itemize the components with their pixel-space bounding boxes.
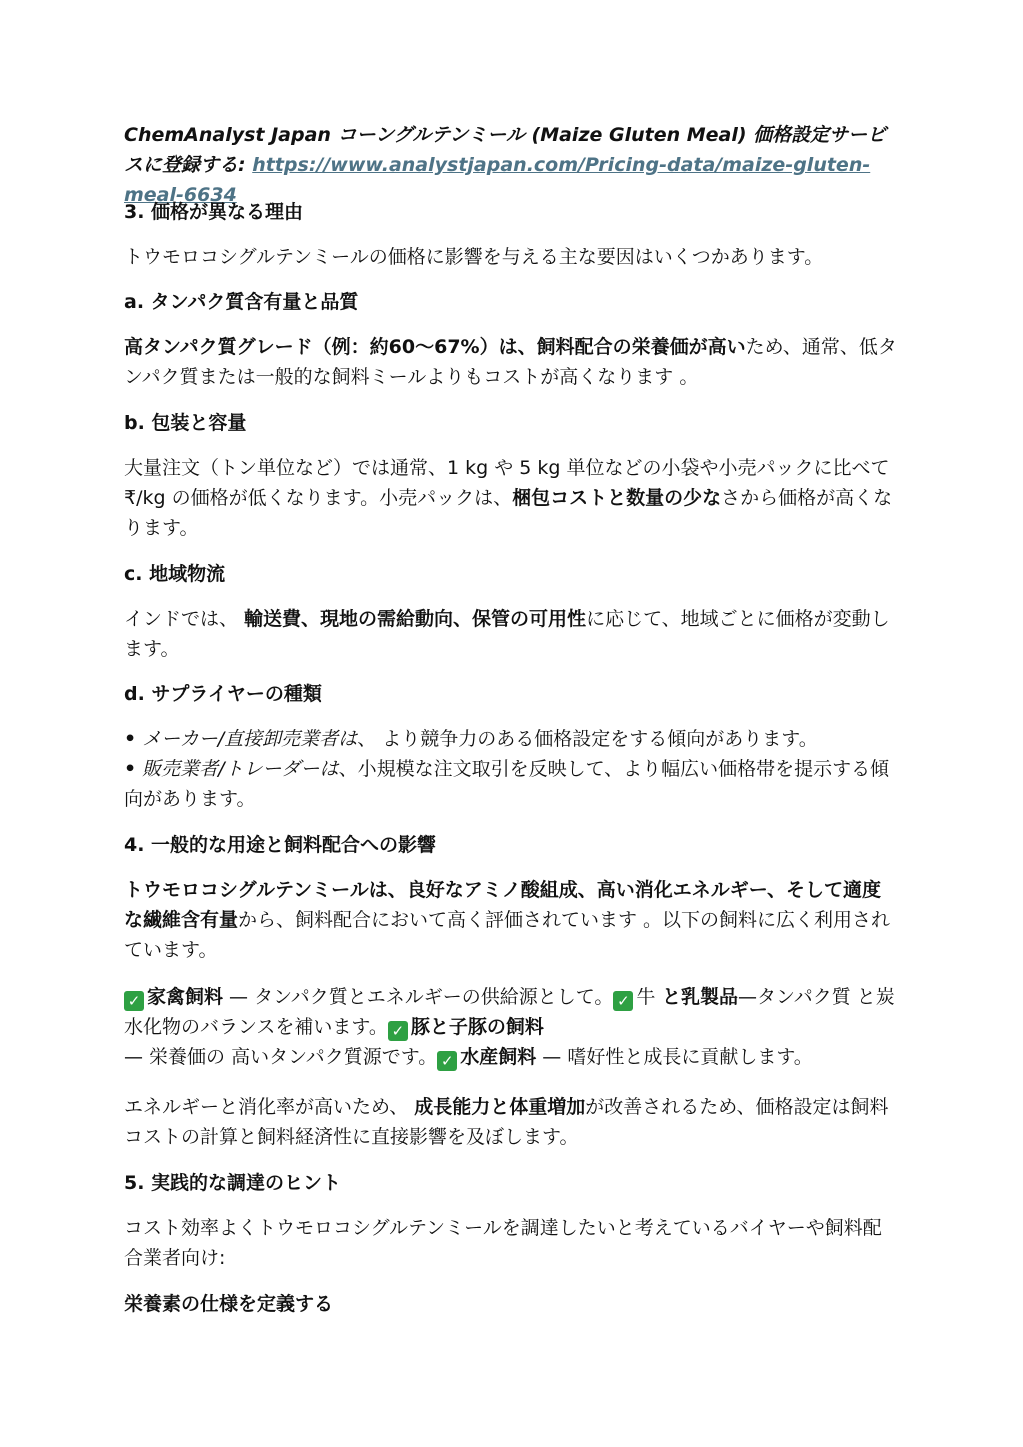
section-d-heading: d. サプライヤーの種類	[124, 683, 322, 705]
list-item	[124, 754, 899, 814]
bullet-icon: •	[124, 758, 137, 780]
section-d-list	[124, 724, 899, 814]
pricing-link[interactable]: https://www.analystjapan.com/Pricing-data/maize-gluten-meal-6634	[124, 154, 871, 206]
section-5-heading: 5. 実践的な調達のヒント	[124, 1172, 342, 1194]
section-a-bold: 高タンパク質グレード（例：約60〜67%）は、飼料配合の栄養価が高い	[124, 336, 746, 358]
use-cattle: 牛	[636, 986, 656, 1008]
bullet-icon: •	[124, 728, 137, 750]
section-c-text-1: インドでは、	[124, 608, 245, 630]
use-aqua-desc: — 嗜好性と成長に貢献します。	[536, 1046, 813, 1068]
use-aqua: 水産飼料	[460, 1046, 537, 1068]
check-icon: ✓	[388, 1021, 408, 1041]
section-b-bold: 梱包コストと数量の少な	[512, 487, 722, 509]
use-pig: 豚と子豚の飼料	[410, 1016, 544, 1038]
section-b-text-2: さから価格が高くなります。	[124, 487, 893, 539]
section-b-paragraph	[124, 453, 899, 543]
uses-paragraph	[124, 982, 899, 1072]
section-c-bold: 輸送費、現地の需給動向、保管の可用性	[244, 608, 587, 630]
supplier-desc-1: 、 より競争力のある価格設定をする傾向があります。	[357, 728, 818, 750]
energy-bold: 成長能力と体重増加	[414, 1096, 586, 1118]
section-5-paragraph: コスト効率よくトウモロコシグルテンミールを調達したいと考えているバイヤーや飼料配合業者向け:	[124, 1217, 882, 1269]
supplier-type-1: メーカー/直接卸売業者は	[142, 728, 358, 750]
use-poultry-desc: — タンパク質とエネルギーの供給源として。	[223, 986, 614, 1008]
supplier-type-2: 販売業者/トレーダーは	[142, 758, 339, 780]
section-a-text: ため、通常、低タンパク質または一般的な飼料ミールよりもコストが高くなります 。	[124, 336, 897, 388]
use-pig-desc: — 栄養価の 高いタンパク質源です。	[124, 1046, 438, 1068]
use-poultry: 家禽飼料	[147, 986, 224, 1008]
energy-text-2: が改善されるため、価格設定は飼料コストの計算と飼料経済性に直接影響を及ぼします。	[124, 1096, 889, 1148]
energy-paragraph	[124, 1092, 899, 1152]
list-item	[124, 724, 899, 754]
section-b-heading: b. 包装と容量	[124, 412, 247, 434]
section-a-paragraph	[124, 332, 899, 392]
use-dairy: と乳製品	[655, 986, 739, 1008]
supplier-desc-2: 、小規模な注文取引を反映して、より幅広い価格帯を提示する傾向があります。	[124, 758, 890, 810]
section-3-paragraph: トウモロコシグルテンミールの価格に影響を与える主な要因はいくつかあります。	[124, 246, 824, 268]
section-3-heading: 3. 価格が異なる理由	[124, 201, 304, 223]
section-c-paragraph	[124, 604, 899, 664]
intro-text: ChemAnalyst Japan コーングルテンミール (Maize Gluten Meal) 価格設定サービスに登録する:	[124, 124, 887, 176]
nutrient-heading: 栄養素の仕様を定義する	[124, 1293, 334, 1315]
section-c-heading: c. 地域物流	[124, 563, 226, 585]
section-c-text-2: に応じて、地域ごとに価格が変動します。	[124, 608, 890, 660]
section-4-text: から、飼料配合において高く評価されています 。以下の飼料に広く利用されています。	[124, 909, 891, 961]
check-icon: ✓	[437, 1051, 457, 1071]
section-a-heading: a. タンパク質含有量と品質	[124, 291, 359, 313]
check-icon: ✓	[124, 991, 144, 1011]
section-4-paragraph	[124, 875, 899, 965]
section-b-text-1: 大量注文（トン単位など）では通常、1 kg や 5 kg 単位などの小袋や小売パックに比べて ₹/kg の価格が低くなります。小売パックは、	[124, 457, 890, 509]
section-4-bold: トウモロコシグルテンミールは、良好なアミノ酸組成、高い消化エネルギー、そして適度な繊維含有量	[124, 879, 881, 931]
section-4-heading: 4. 一般的な用途と飼料配合への影響	[124, 834, 437, 856]
use-cattle-desc: —タンパク質 と炭水化物のバランスを補います。	[124, 986, 895, 1038]
energy-text-1: エネルギーと消化率が高いため、	[124, 1096, 415, 1118]
check-icon: ✓	[613, 991, 633, 1011]
